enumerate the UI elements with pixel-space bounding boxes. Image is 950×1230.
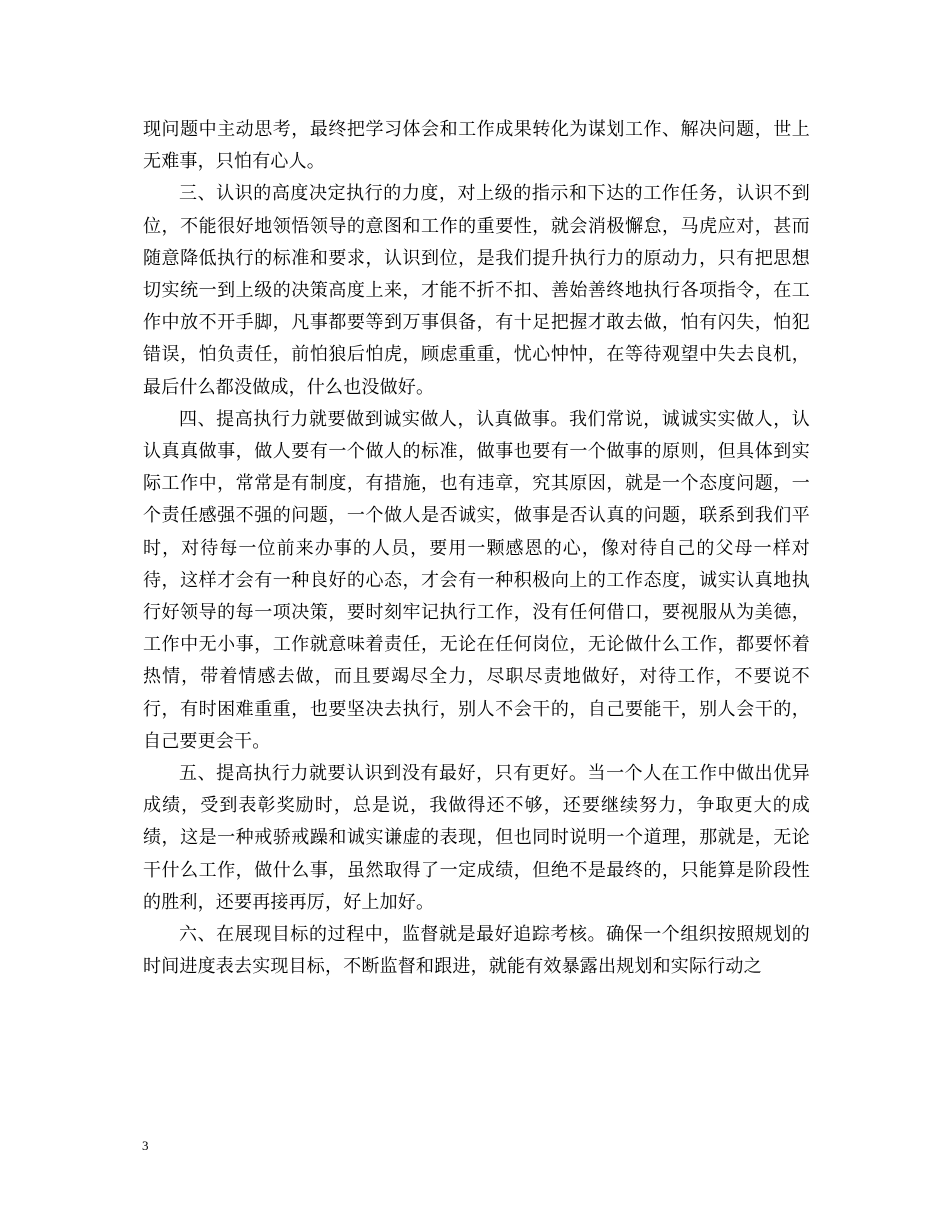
paragraph-section-5: 五、提高执行力就要认识到没有最好，只有更好。当一个人在工作中做出优异成绩，受到表彰奖励时，总是说，我做得还不够，还要继续努力，争取更大的成绩，这是一种戒骄戒躁和诚实谦虚的表现，但也同时说明一个道理，那就是，无论干什么工作，做什么事，虽然取得了一定成绩，但绝不是最终的，只能算是阶段性的胜利，还要再接再厉，好上加好。	[143, 763, 810, 913]
paragraph-continuation: 现问题中主动思考，最终把学习体会和工作成果转化为谋划工作、解决问题，世上无难事，只怕有心人。	[143, 119, 810, 173]
paragraph-section-4: 四、提高执行力就要做到诚实做人，认真做事。我们常说，诚诚实实做人，认认真真做事，做人要有一个做人的标准，做事也要有一个做事的原则，但具体到实际工作中，常常是有制度，有措施，也有违章，究其原因，就是一个态度问题，一个责任感强不强的问题，一个做人是否诚实，做事是否认真的问题，联系到我们平时，对待每一位前来办事的人员，要用一颗感恩的心，像对待自己的父母一样对待，这样才会有一种良好的心态，才会有一种积极向上的工作态度，诚实认真地执行好领导的每一项决策，要时刻牢记执行工作，没有任何借口，要视服从为美德，工作中无小事，工作就意味着责任，无论在任何岗位，无论做什么工作，都要怀着热情，带着情感去做，而且要竭尽全力，尽职尽责地做好，对待工作，不要说不行，有时困难重重，也要坚决去执行，别人不会干的，自己要能干，别人会干的，自己要更会干。	[143, 408, 810, 752]
paragraph-section-6: 六、在展现目标的过程中，监督就是最好追踪考核。确保一个组织按照规划的时间进度表去实现目标，不断监督和跟进，就能有效暴露出规划和实际行动之	[143, 924, 810, 978]
paragraph-section-3: 三、认识的高度决定执行的力度，对上级的指示和下达的工作任务，认识不到位，不能很好地领悟领导的意图和工作的重要性，就会消极懈怠，马虎应对，甚而随意降低执行的标准和要求，认识到位，是我们提升执行力的原动力，只有把思想切实统一到上级的决策高度上来，才能不折不扣、善始善终地执行各项指令，在工作中放不开手脚，凡事都要等到万事俱备，有十足把握才敢去做，怕有闪失，怕犯错误，怕负责任，前怕狼后怕虎，顾虑重重，忧心忡忡，在等待观望中失去良机，最后什么都没做成，什么也没做好。	[143, 183, 810, 398]
page-number: 3	[142, 1138, 149, 1153]
document-body	[143, 114, 810, 983]
